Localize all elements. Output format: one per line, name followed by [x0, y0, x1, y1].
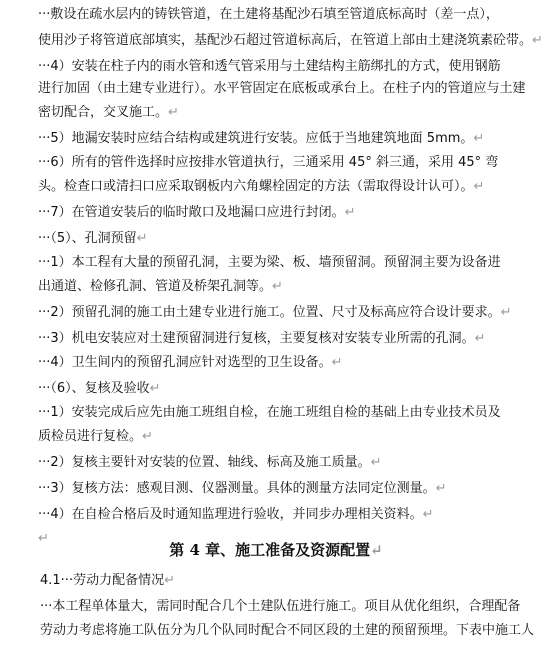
line-text: 进行加固（由土建专业进行）。水平管固定在底板或承台上。在柱子内的管道应与土建 [38, 81, 526, 96]
line-text: ···1）安装完成后应先由施工班组自检，在施工班组自检的基础上由专业技术员及 [38, 405, 501, 420]
text-line [38, 204, 538, 222]
paragraph-mark: ↵ [473, 179, 485, 194]
paragraph-mark: ↵ [500, 305, 512, 320]
line-text: 出通道、检修孔洞、管道及桥架孔洞等。 [38, 279, 273, 294]
line-text: ···6）所有的管件选择时应按排水管道执行，三通采用 45° 斜三通，采用 45° 弯 [38, 155, 499, 170]
text-line [38, 454, 538, 472]
line-text: ···2）复核主要针对安装的位置、轴线、标高及施工质量。 [38, 455, 371, 470]
text-line [38, 354, 538, 372]
chapter-title: 第 4 章、施工准备及资源配置 [169, 541, 371, 559]
chapter-heading [0, 540, 552, 560]
section-title: 4.1···劳动力配备情况 [40, 573, 165, 588]
paragraph-mark: ↵ [168, 105, 179, 120]
body-line: ···本工程单体量大，需同时配合几个土建队伍进行施工。项目从优化组织，合理配备 [40, 599, 521, 614]
text-line [38, 178, 538, 196]
line-text: 质检员进行复检。 [38, 429, 143, 444]
line-text: ···3）机电安装应对土建预留洞进行复核，主要复核对安装专业所需的孔洞。 [38, 331, 475, 346]
line-text: ···2）预留孔洞的施工由土建专业进行施工。位置、尺寸及标高应符合设计要求。 [38, 305, 501, 320]
line-text: ···1）本工程有大量的预留孔洞，主要为梁、板、墙预留洞。预留洞主要为设备进 [38, 255, 501, 270]
text-line [38, 380, 538, 398]
text-line [38, 32, 543, 50]
line-text: 使用沙子将管道底部填实，基配沙石超过管道标高后，在管道上部由土建浇筑素砼带。 [38, 33, 533, 48]
paragraph-mark: ↵ [474, 331, 486, 346]
paragraph-mark: ↵ [344, 205, 356, 220]
line-text: ···4）卫生间内的预留孔洞应针对选型的卫生设备。 [38, 355, 332, 370]
paragraph-mark: ↵ [370, 455, 382, 470]
paragraph-mark: ↵ [331, 355, 343, 370]
paragraph-mark: ↵ [435, 481, 447, 496]
paragraph-mark: ↵ [149, 381, 161, 396]
paragraph-mark: ↵ [272, 279, 283, 294]
paragraph-mark: ↵ [370, 541, 383, 559]
text-line [38, 278, 538, 296]
text-line [38, 6, 538, 24]
paragraph-mark: ↵ [164, 573, 175, 588]
line-text: 头。检查口或清扫口应采取钢板内六角螺栓固定的方法（需取得设计认可）。 [38, 179, 474, 194]
text-line [38, 506, 538, 524]
paragraph-mark: ↵ [532, 33, 543, 48]
text-line [38, 404, 538, 422]
text-line [38, 480, 538, 498]
text-line [38, 58, 538, 76]
paragraph-mark: ↵ [136, 231, 148, 246]
line-text: ···4）在自检合格后及时通知监理进行验收，并同步办理相关资料。 [38, 507, 423, 522]
text-line [38, 304, 538, 322]
line-text: ···敷设在疏水层内的铸铁管道，在土建将基配沙石填至管道底标高时（差一点）， [38, 7, 499, 22]
line-text: ···7）在管道安装后的临时敞口及地漏口应进行封闭。 [38, 205, 345, 220]
text-line [38, 330, 538, 348]
paragraph-mark: ↵ [142, 429, 153, 444]
paragraph-mark: ↵ [38, 531, 49, 546]
paragraph-mark: ↵ [473, 131, 485, 146]
line-text: 密切配合，交叉施工。 [38, 105, 169, 120]
line-text: ···（5）、孔洞预留 [38, 231, 137, 246]
text-line [38, 254, 538, 272]
line-text: ···4）安装在柱子内的雨水管和透气管采用与土建结构主筋绑扎的方式，使用钢筋 [38, 59, 501, 74]
section-heading [40, 572, 540, 590]
text-line [38, 80, 538, 98]
text-line [38, 154, 538, 172]
paragraph-mark: ↵ [422, 507, 434, 522]
text-line [38, 230, 538, 248]
text-line [38, 130, 538, 148]
body-line: 劳动力考虑将施工队伍分为几个队同时配合不同区段的土建的预留预埋。下表中施工人 [40, 623, 535, 638]
text-line [38, 104, 538, 122]
line-text: ···（6）、复核及验收 [38, 381, 150, 396]
text-line [38, 428, 538, 446]
line-text: ···5）地漏安装时应结合结构或建筑进行安装。应低于当地建筑地面 5mm。 [38, 131, 474, 146]
line-text: ···3）复核方法：感观目测、仪器测量。具体的测量方法同定位测量。 [38, 481, 436, 496]
